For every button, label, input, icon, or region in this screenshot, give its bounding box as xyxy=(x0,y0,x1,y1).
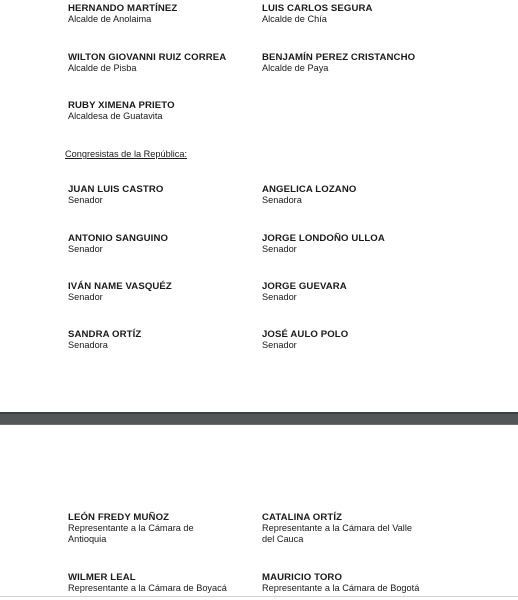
signer-role: Alcaldesa de Guatavita xyxy=(68,111,163,121)
signer-name: JOSÉ AULO POLO xyxy=(262,329,349,340)
separator-edge xyxy=(0,412,518,414)
signature-block xyxy=(68,572,258,594)
signature-block xyxy=(68,52,258,74)
signature-block xyxy=(68,281,258,303)
signer-role: Alcalde de Anolaima xyxy=(68,14,152,24)
signer-role: Senador xyxy=(68,292,103,302)
signer-name: ANGELICA LOZANO xyxy=(262,184,357,195)
signer-name: JORGE LONDOÑO ULLOA xyxy=(262,233,385,244)
signer-role: Alcalde de Pisba xyxy=(68,63,137,73)
signer-role: Alcalde de Chía xyxy=(262,14,327,24)
signer-name: WILMER LEAL xyxy=(68,572,136,583)
signer-name: RUBY XIMENA PRIETO xyxy=(68,100,175,111)
signature-block xyxy=(68,3,258,25)
signer-name: LUIS CARLOS SEGURA xyxy=(262,3,373,14)
signer-name: CATALINA ORTÍZ xyxy=(262,512,343,523)
separator-edge xyxy=(0,424,518,425)
signer-name: JORGE GUEVARA xyxy=(262,281,347,292)
signer-name: ANTONIO SANGUINO xyxy=(68,233,169,244)
signer-name: WILTON GIOVANNI RUIZ CORREA xyxy=(68,52,227,63)
signature-block xyxy=(68,233,258,255)
signature-block xyxy=(262,52,452,74)
signer-role: Senador xyxy=(262,292,297,302)
signature-block xyxy=(68,100,258,122)
signer-name: BENJAMÍN PEREZ CRISTANCHO xyxy=(262,52,416,63)
signer-name: JUAN LUIS CASTRO xyxy=(68,184,164,195)
signer-role: Representante a la Cámara de Bogotá xyxy=(262,583,420,593)
signer-role: Senador xyxy=(68,244,103,254)
signature-block xyxy=(262,329,452,351)
signature-block xyxy=(262,233,452,255)
viewer-bottom-edge xyxy=(0,596,518,597)
signer-role: Senador xyxy=(262,340,297,350)
signature-block xyxy=(68,512,258,545)
signer-role: Alcalde de Paya xyxy=(262,63,329,73)
signature-block xyxy=(68,184,258,206)
page-separator xyxy=(0,412,518,425)
signer-name: HERNANDO MARTÍNEZ xyxy=(68,3,178,14)
signature-block xyxy=(262,184,452,206)
signer-role: Senador xyxy=(68,195,103,205)
signature-block xyxy=(262,3,452,25)
signer-role: Senador xyxy=(262,244,297,254)
signer-name: SANDRA ORTÍZ xyxy=(68,329,142,340)
signer-role: Senadora xyxy=(68,340,108,350)
signer-role: Representante a la Cámara de Boyacá xyxy=(68,583,227,593)
signer-name: IVÁN NAME VASQUÉZ xyxy=(68,281,172,292)
signature-block xyxy=(68,329,258,351)
signature-block xyxy=(262,281,452,303)
signature-block xyxy=(262,512,462,545)
signer-role: Representante a la Cámara del Valle xyxy=(262,523,412,533)
signature-block xyxy=(262,572,462,594)
signer-role: Representante a la Cámara de xyxy=(68,523,194,533)
signer-role-cont: Antioquia xyxy=(68,534,107,544)
section-heading: Congresistas de la República: xyxy=(65,149,188,159)
signer-role: Senadora xyxy=(262,195,302,205)
signer-role-cont: del Cauca xyxy=(262,534,304,544)
signer-name: MAURICIO TORO xyxy=(262,572,343,583)
signer-name: LEÓN FREDY MUÑOZ xyxy=(68,512,170,523)
